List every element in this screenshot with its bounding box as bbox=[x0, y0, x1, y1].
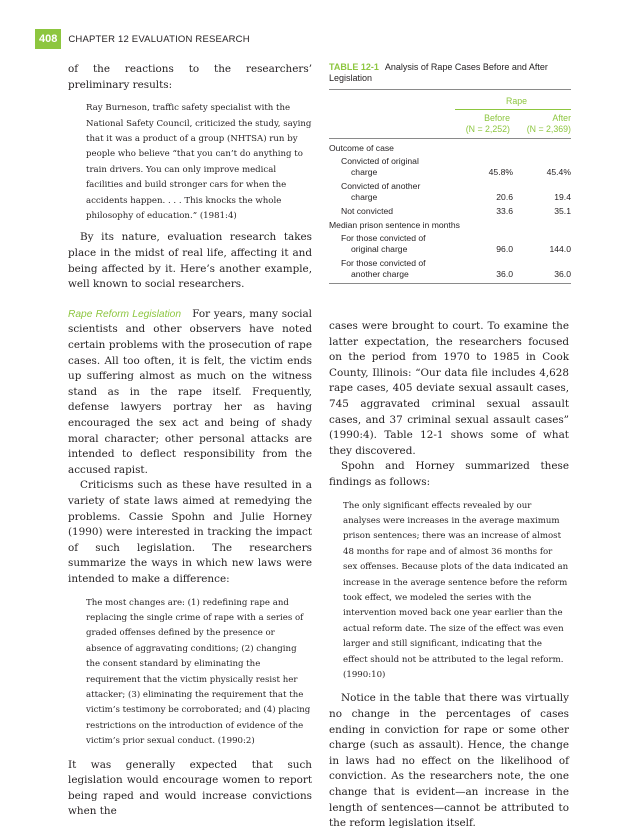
paragraph: of the reactions to the researchers’ preliminary results: bbox=[68, 63, 312, 91]
table-row: Not convicted 33.6 35.1 bbox=[341, 206, 571, 216]
table-row: Convicted of another charge 20.6 19.4 bbox=[341, 181, 571, 202]
divider bbox=[455, 109, 571, 110]
chapter-title: CHAPTER 12 EVALUATION RESEARCH bbox=[68, 33, 250, 45]
divider bbox=[329, 138, 571, 139]
left-column bbox=[68, 62, 312, 820]
table-section-row: Median prison sentence in months bbox=[329, 220, 460, 230]
table-row: Convicted of original charge 45.8% 45.4% bbox=[341, 156, 571, 177]
right-column bbox=[329, 319, 569, 832]
page-header bbox=[35, 28, 250, 50]
table-group-header: Rape bbox=[505, 96, 527, 106]
data-table bbox=[329, 62, 571, 284]
paragraph: Criticisms such as these have resulted in a variety of state laws aimed at remedying the problems. Cassie Spohn and Julie Horney (1990) were interested in tracking the impact of such legislation. The researchers summarize the ways in which new laws were intended to make a difference: bbox=[68, 479, 312, 585]
paragraph-with-heading bbox=[68, 307, 312, 479]
column-header-after: After (N = 2,369) bbox=[526, 113, 571, 134]
paragraph: It was generally expected that such legislation would encourage women to report being raped and would increase convictions when the bbox=[68, 758, 312, 818]
divider bbox=[329, 89, 571, 90]
block-quote: The only significant effects revealed by our analyses were increases in the average maximum prison sentences; there was an increase of almost 48 months for rape and of almost 36 months for sex offenses. Because plots of the data indicated an increase in the average sentence before the reform took effect, we modeled the series with the intervention moved back one year earlier than the actual reform date. The size of the effect was even larger and still significant, indicating that the effect should not be attributed to the legal reform. (1990:10) bbox=[343, 500, 569, 680]
block-quote: Ray Burneson, traffic safety specialist with the National Safety Council, criticized the study, saying that it was a product of a group (NHTSA) run by people who believe “that you can’t do anything to train drivers. You can only improve medical facilities and build stronger cars for when the accidents happen. . . . This knocks the whole philosophy of education.” (1981:4) bbox=[86, 103, 312, 222]
divider bbox=[329, 283, 571, 284]
table-column-headers bbox=[329, 113, 571, 135]
table-label: TABLE 12-1 bbox=[329, 62, 379, 72]
section-heading: Rape Reform Legislation bbox=[68, 308, 181, 320]
table-row: For those convicted of original charge 96.0 144.0 bbox=[341, 233, 571, 254]
table-caption bbox=[329, 62, 571, 84]
paragraph-text: For years, many social scientists and other observers have noted certain problems with the prosecution of rape cases. All too often, it is felt, the victim ends up suffering almost as much on the witness stand as in the rape itself. Frequently, defense lawyers portray her as having encouraged the sex act and being of shady moral character; other personal attacks are intended to deflect responsibility from the accused rapist. bbox=[68, 307, 312, 476]
paragraph: cases were brought to court. To examine the latter expectation, the researchers focused on the period from 1970 to 1985 in Cook County, Illinois: “Our data file includes 4,628 rape cases, 405 deviate sexual assault cases, 745 aggravated criminal sexual assault cases, and 37 criminal sexual assault cases” (1990:4). Table 12-1 shows some of what they discovered. bbox=[329, 320, 569, 457]
table-title: Analysis of Rape Cases Before and After Legislation bbox=[329, 62, 548, 83]
column-header-before: Before (N = 2,252) bbox=[465, 113, 510, 134]
paragraph: Notice in the table that there was virtually no change in the percentages of cases ending in conviction for rape or some other charge (such as assault). Hence, the change in laws had no effect on the likelihood of conviction. As the researchers note, the one change that is evident—an increase in the length of sentences—cannot be attributed to the reform legislation itself. bbox=[329, 692, 569, 830]
page-number: 408 bbox=[35, 29, 61, 49]
paragraph: Spohn and Horney summarized these findings as follows: bbox=[329, 460, 569, 488]
paragraph: By its nature, evaluation research takes place in the midst of real life, affecting it and being affected by it. Here’s another example, well known to social researchers. bbox=[68, 231, 312, 291]
table-section-row: Outcome of case bbox=[329, 143, 394, 153]
table-row: For those convicted of another charge 36.0 36.0 bbox=[341, 258, 571, 279]
block-quote: The most changes are: (1) redefining rape and replacing the single crime of rape with a series of graded offenses defined by the presence or absence of aggravating conditions; (2) changing the consent standard by eliminating the requirement that the victim physically resist her attacker; (3) eliminating the requirement that the victim’s testimony be corroborated; and (4) placing restrictions on the introduction of evidence of the victim’s prior sexual conduct. (1990:2) bbox=[86, 597, 311, 747]
